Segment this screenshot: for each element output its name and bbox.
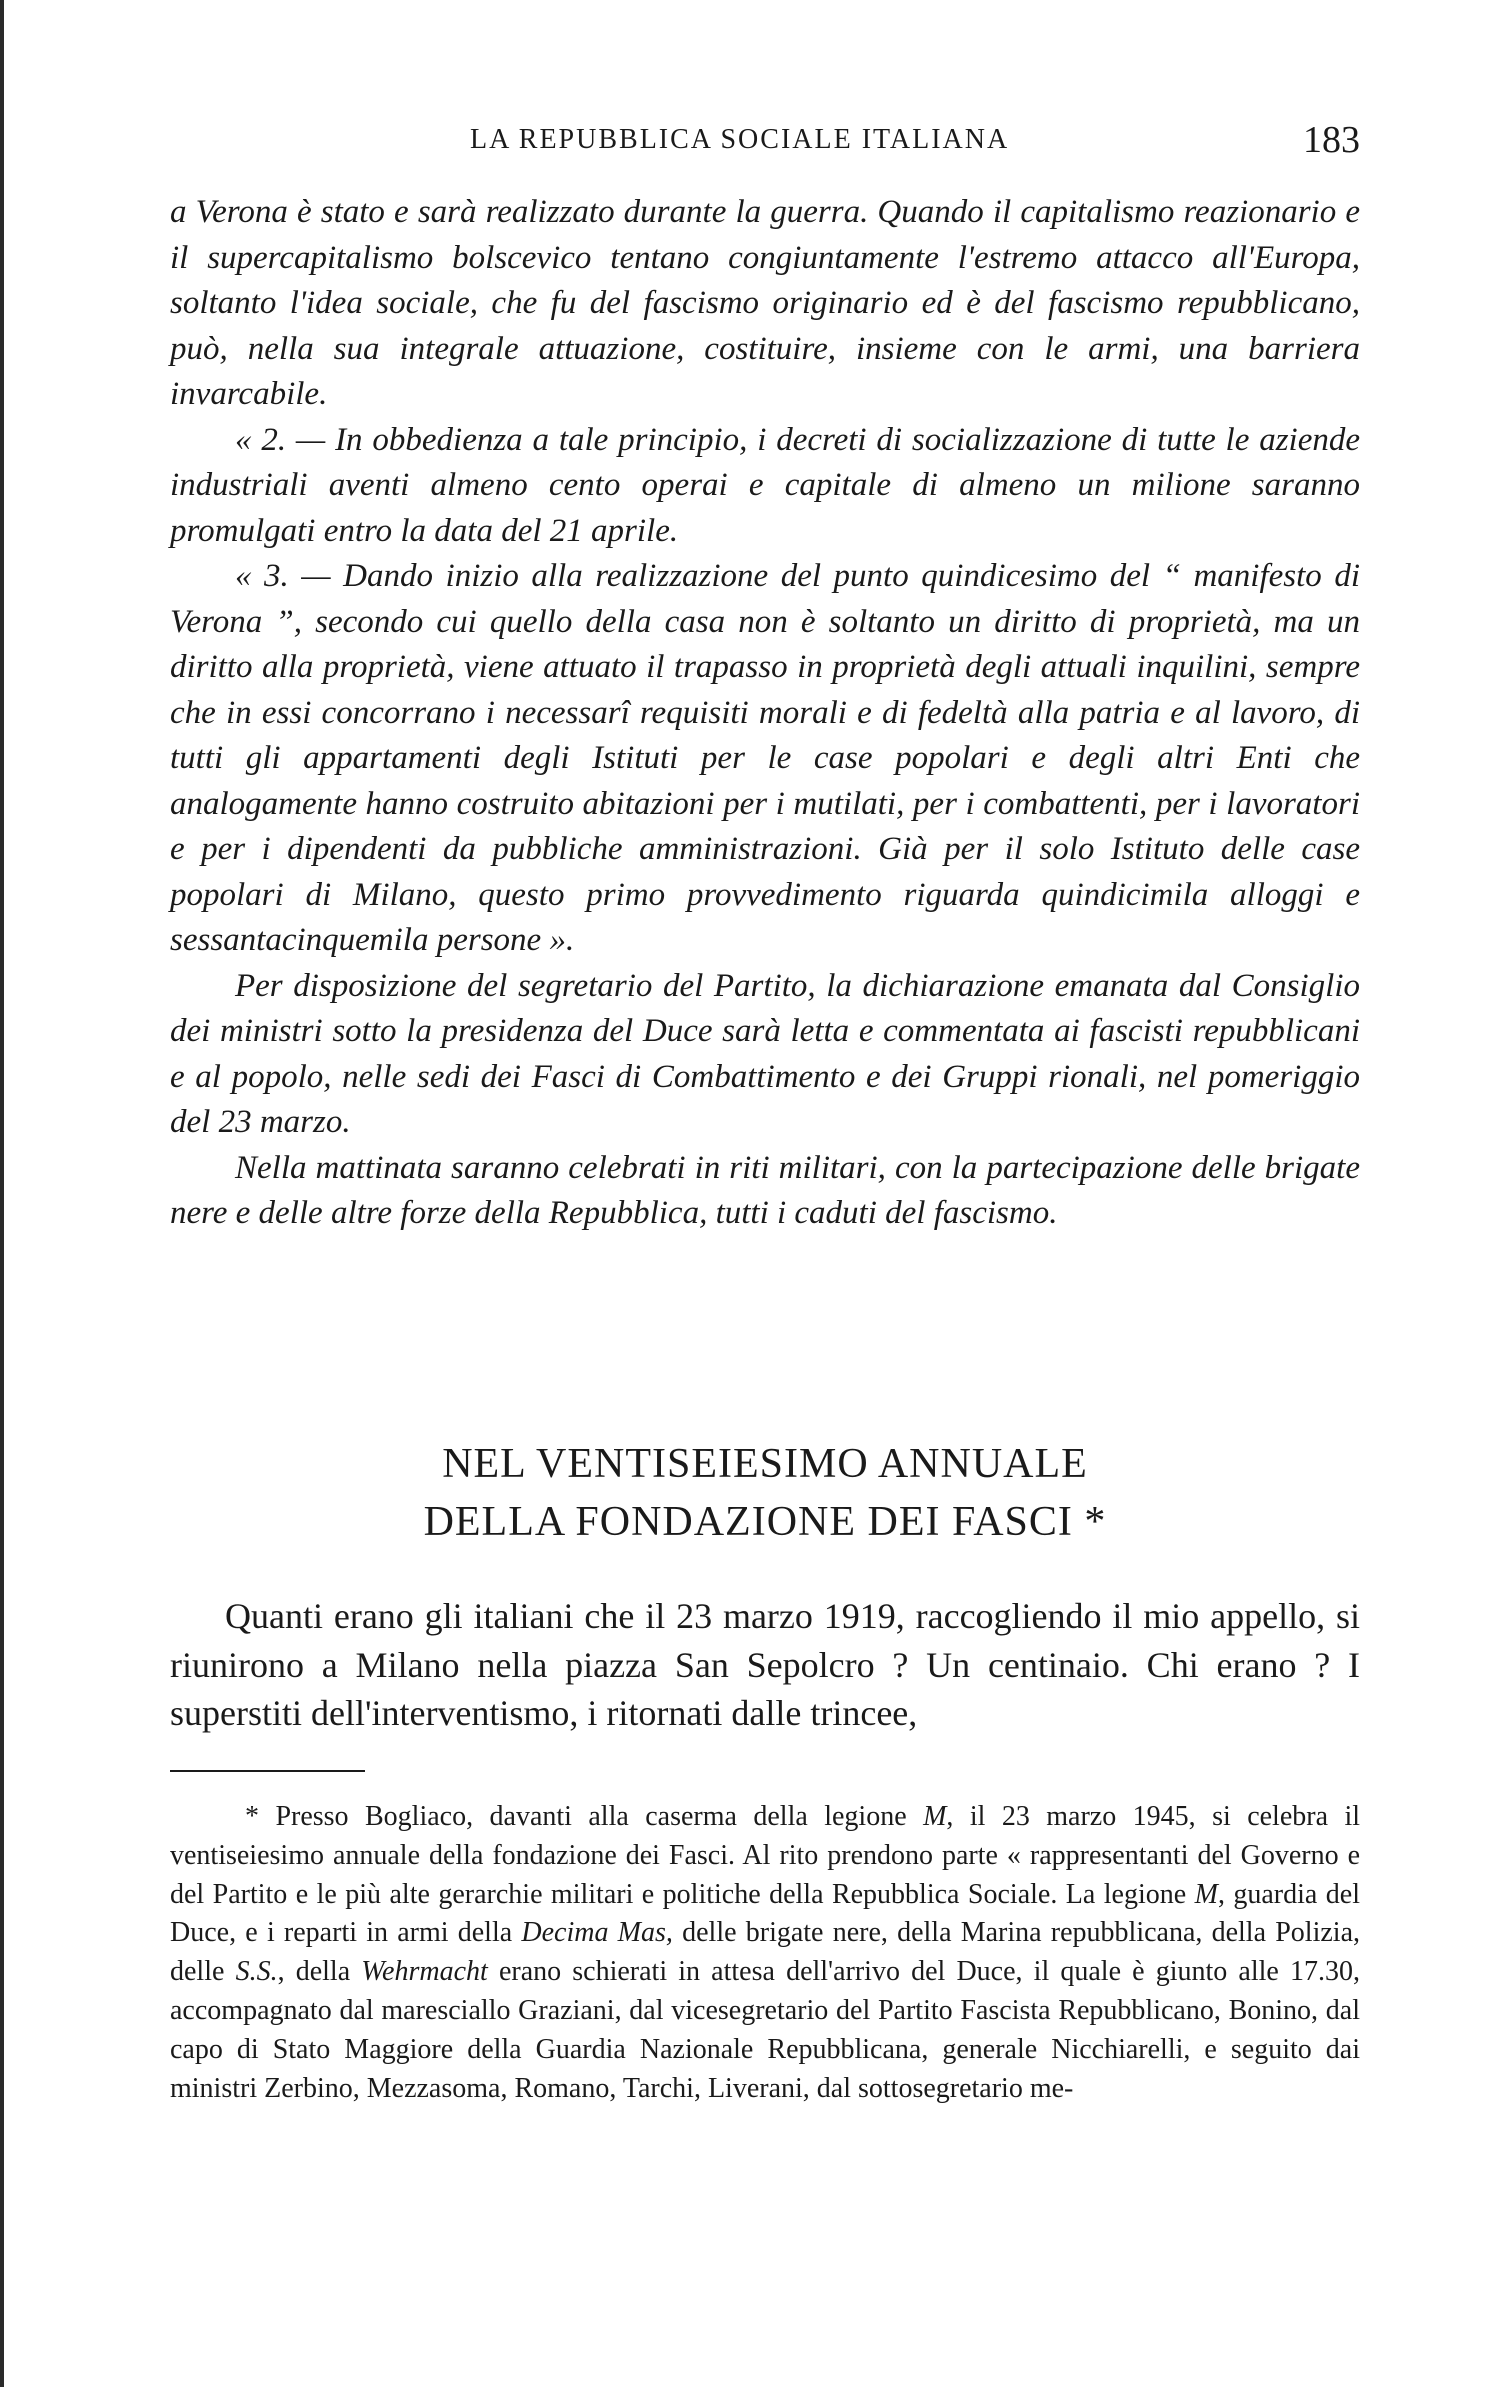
legion-name: M: [923, 1801, 947, 1832]
footnote-text-4: delle brigate nere, della Marina repubblicana, della Polizia, delle: [170, 1917, 1360, 1988]
footnote: [170, 1798, 1360, 2108]
footnote-separator: [170, 1770, 365, 1772]
speech-text-block: [170, 1592, 1360, 1738]
paragraph-4: Per disposizione del segretario del Partito, la dichiarazione emanata dal Consiglio dei ministri sotto la presidenza del Duce sarà letta e commentata ai fascisti repubblicani e al popolo, nelle sedi dei Fasci di Combattimento e dei Gruppi rionali, nel pomeriggio del 23 marzo.: [170, 967, 1360, 1140]
footnote-text-6: erano schierati in attesa dell'arrivo del Duce, il quale è giunto alle 17.30, accompagnato dal maresciallo Graziani, dal vicesegretario del Partito Fascista Repubblicano, Bonino, dal capo di Stato Maggiore della Guardia Nazionale Repubblicana, generale Nicchiarelli, e seguito dai ministri Zerbino, Mezzasoma, Romano, Tarchi, Liverani, dal sottosegretario me-: [170, 1956, 1360, 2104]
page-number: 183: [1303, 119, 1360, 161]
paragraph-1: a Verona è stato e sarà realizzato durante la guerra. Quando il capitalismo reazionario e il supercapitalismo bolscevico tentano congiuntamente l'estremo attacco all'Europa, soltanto l'idea sociale, che fu del fascismo originario ed è del fascismo repubblicano, può, nella sua integrale attuazione, costituire, insieme con le armi, una barriera invarcabile.: [170, 194, 1360, 412]
legion-name-repeat: M: [1194, 1878, 1218, 1910]
page-header: [170, 118, 1360, 168]
paragraph-5: Nella mattinata saranno celebrati in riti militari, con la partecipazione delle brigate nere e delle altre forze della Repubblica, tutti i caduti del fascismo.: [170, 1149, 1360, 1231]
footnote-text-1: Presso Bogliaco, davanti alla caserma della legione: [275, 1801, 924, 1832]
wehrmacht: Wehrmacht: [361, 1956, 488, 1988]
paragraph-3: « 3. — Dando inizio alla realizzazione del punto quindicesimo del “ manifesto di Verona ”, secondo cui quello della casa non è soltanto un diritto di proprietà, ma un diritto alla proprietà, viene attuato il trapasso in proprietà degli attuali inquilini, sempre che in essi concorrano i necessarî requisiti morali e di fedeltà alla patria e al lavoro, di tutti gli appartamenti degli Istituti per le case popolari e degli altri Enti che analogamente hanno costruito abitazioni per i mutilati, per i combattenti, per i lavoratori e per i dipendenti da pubbliche amministrazioni. Già per il solo Istituto delle case popolari di Milano, questo primo provvedimento riguarda quindicimila alloggi e sessantacinquemila persone ».: [170, 558, 1360, 958]
footnote-text-5: , della: [277, 1956, 362, 1988]
decima-mas: Decima Mas,: [521, 1917, 673, 1949]
section-heading-line-1: NEL VENTISEIESIMO ANNUALE: [442, 1441, 1088, 1487]
footnote-text-2: , il 23 marzo 1945, si celebra il ventiseiesimo annuale della fondazione dei Fasci. Al rito prendono parte « rappresentanti del Governo e del Partito e le più alte gerarchie militari e politiche della Repubblica Sociale. La legione: [170, 1801, 1360, 1910]
running-title: LA REPUBBLICA SOCIALE ITALIANA: [470, 124, 1010, 155]
footnote-marker: *: [245, 1801, 259, 1832]
section-heading-line-2: DELLA FONDAZIONE DEI FASCI *: [423, 1499, 1107, 1545]
footnote-text-3: , guardia del Duce, e i reparti in armi della: [170, 1878, 1360, 1949]
footnote-paragraph: [170, 1798, 1360, 2108]
ss-abbrev: S.S.: [235, 1956, 278, 1988]
page-binding-edge: [0, 0, 4, 2387]
section-heading: [170, 1435, 1360, 1551]
speech-paragraph: Quanti erano gli italiani che il 23 marzo 1919, raccogliendo il mio appello, si riunirono a Milano nella piazza San Sepolcro ? Un centinaio. Chi erano ? I superstiti dell'interventismo, i ritornati dalle trincee,: [170, 1596, 1360, 1733]
italic-text-block: [170, 190, 1360, 1237]
paragraph-2: « 2. — In obbedienza a tale principio, i decreti di socializzazione di tutte le aziende industriali aventi almeno cento operai e capitale di almeno un milione saranno promulgati entro la data del 21 aprile.: [170, 421, 1360, 549]
